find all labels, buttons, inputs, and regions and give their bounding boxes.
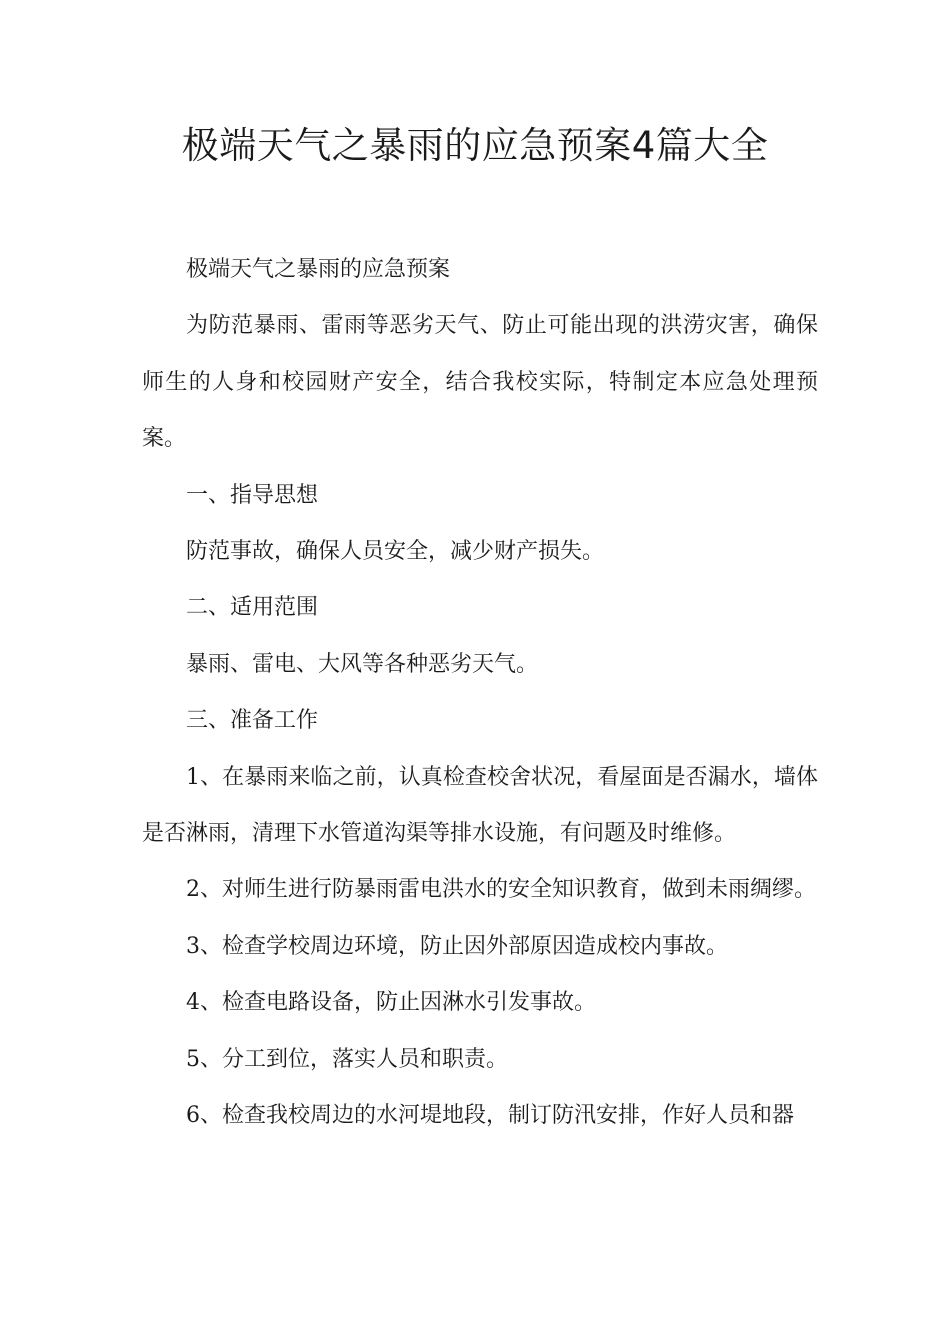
heading-guiding-principle: 一、指导思想: [186, 482, 319, 508]
document-title: 极端天气之暴雨的应急预案4篇大全: [181, 124, 769, 167]
document-body: [142, 242, 818, 1145]
preparation-item-5: 5、分工到位，落实人员和职责。: [186, 1046, 508, 1072]
heading-preparation: 三、准备工作: [186, 708, 319, 734]
preparation-item-3: 3、检查学校周边环境，防止因外部原因造成校内事故。: [186, 933, 728, 959]
preparation-item-6: 6、检查我校周边的水河堤地段，制订防汛安排，作好人员和器: [186, 1103, 794, 1129]
preparation-item-2: 2、对师生进行防暴雨雷电洪水的安全知识教育，做到未雨绸缪。: [186, 877, 816, 903]
heading-scope: 二、适用范围: [186, 595, 319, 621]
intro-paragraph: 为防范暴雨、雷雨等恶劣天气、防止可能出现的洪涝灾害，确保师生的人身和校园财产安全，结合我校实际，特制定本应急处理预案。: [142, 313, 818, 452]
guiding-principle-text: 防范事故，确保人员安全，减少财产损失。: [186, 539, 605, 565]
section-heading: 极端天气之暴雨的应急预案: [186, 257, 451, 282]
preparation-item-4: 4、检查电路设备，防止因淋水引发事故。: [186, 990, 596, 1016]
preparation-item-1: 1、在暴雨来临之前，认真检查校舍状况，看屋面是否漏水，墙体是否淋雨，清理下水管道沟渠等排水设施，有问题及时维修。: [142, 764, 818, 847]
scope-text: 暴雨、雷电、大风等各种恶劣天气。: [186, 651, 539, 677]
